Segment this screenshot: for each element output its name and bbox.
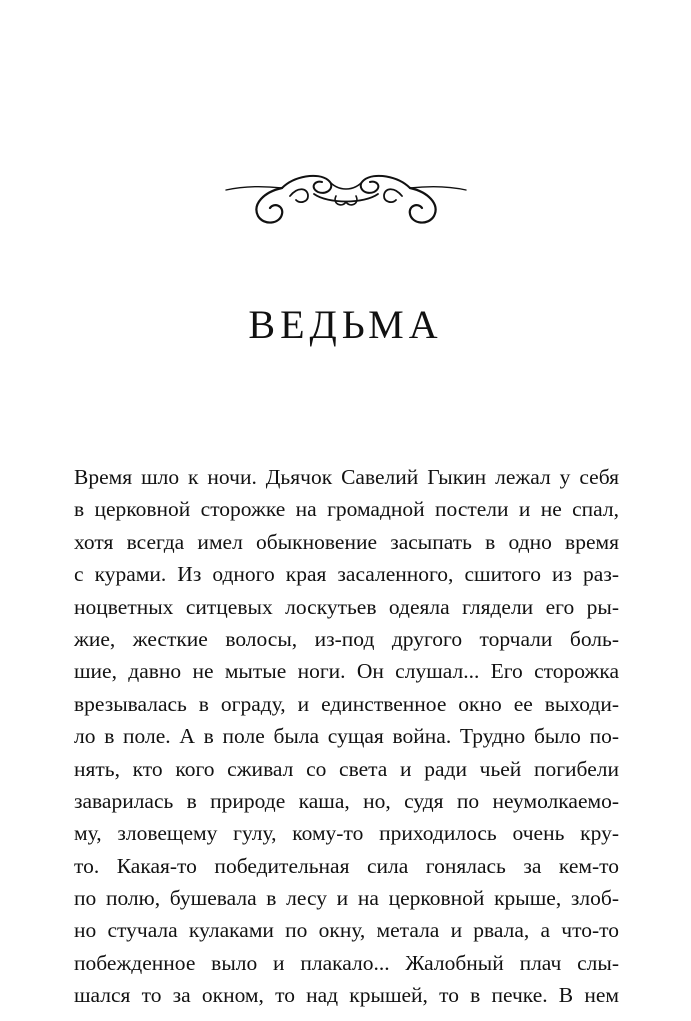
text-line: ноцветных ситцевых лоскутьев одеяла глядели его ры- <box>74 594 619 619</box>
text-line: по полю, бушевала в лесу и на церковной крыше, злоб- <box>74 886 619 911</box>
chapter-title: ВЕДЬМА <box>248 302 443 347</box>
text-line: то. Какая-то победительная сила гонялась за кем-то <box>74 853 619 878</box>
text-line: шался то за окном, то над крышей, то в печке. В нем <box>74 983 619 1008</box>
text-line: Время шло к ночи. Дьячок Савелий Гыкин лежал у себя <box>74 465 619 489</box>
text-line: жие, жесткие волосы, из-под другого торчали боль- <box>74 626 619 651</box>
text-line: с курами. Из одного края засаленного, сшитого из раз- <box>74 562 619 587</box>
text-line: нять, кто кого сживал со света и ради чьей погибели <box>74 756 619 781</box>
text-line: хотя всегда имел обыкновение засыпать в одно время <box>74 529 619 554</box>
chapter-body-text <box>74 461 619 1012</box>
text-line: врезывалась в ограду, и единственное окно ее выходи- <box>74 691 619 716</box>
text-line: в церковной сторожке на громадной постели и не спал, <box>74 497 619 522</box>
text-line: шие, давно не мытые ноги. Он слушал... Его сторожка <box>74 659 619 684</box>
text-line: побежденное выло и плакало... Жалобный плач слы- <box>74 950 619 975</box>
text-line: заварилась в природе каша, но, судя по неумолкаемо- <box>74 788 619 813</box>
text-line: ло в поле. А в поле была сущая война. Трудно было по- <box>74 724 619 749</box>
text-line: му, зловещему гулу, кому-то приходилось очень кру- <box>74 821 619 846</box>
flourish-ornament-icon <box>224 166 468 232</box>
text-line: но стучала кулаками по окну, метала и рвала, а что-то <box>74 918 619 943</box>
